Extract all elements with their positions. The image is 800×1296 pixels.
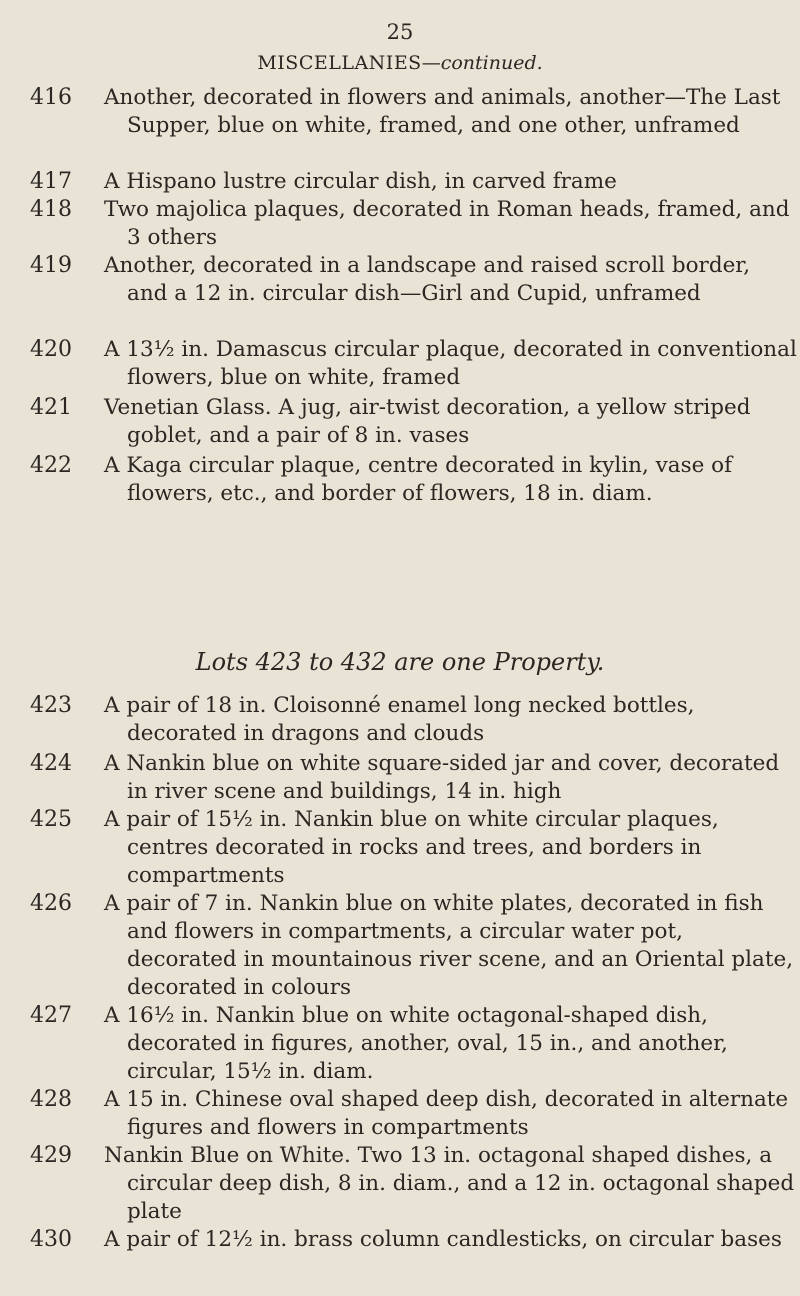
lot-number: 426 [30, 891, 72, 916]
lot-entry [0, 452, 800, 508]
lot-number: 425 [30, 807, 72, 832]
section-heading-main: MISCELLANIES [257, 52, 422, 74]
group-note: Lots 423 to 432 are one Property. [195, 648, 605, 676]
lot-description: A Kaga circular plaque, centre decorated in kylin, vase of flowers, etc., and border of flowers, 18 in. diam. [104, 453, 733, 506]
lot-description: A 16½ in. Nankin blue on white octagonal-shaped dish, decorated in figures, another, oval, 15 in., and another, circular, 15½ in. diam. [104, 1003, 728, 1084]
lot-number: 416 [30, 85, 72, 110]
lot-number: 424 [30, 751, 72, 776]
lot-number: 418 [30, 197, 72, 222]
lot-number: 429 [30, 1143, 72, 1168]
lot-entry [0, 1086, 800, 1142]
lot-description: A 13½ in. Damascus circular plaque, decorated in conventional flowers, blue on white, framed [104, 337, 797, 390]
lot-number: 419 [30, 253, 72, 278]
lot-description: Another, decorated in a landscape and raised scroll border, and a 12 in. circular dish—Girl and Cupid, unframed [104, 253, 751, 306]
lot-number: 428 [30, 1087, 72, 1112]
lot-entry [0, 890, 800, 1002]
section-heading [0, 52, 800, 74]
lot-number: 427 [30, 1003, 72, 1028]
lot-description: A Nankin blue on white square-sided jar and cover, decorated in river scene and buildings, 14 in. high [104, 751, 780, 804]
lot-entry [0, 394, 800, 450]
lot-entry [0, 336, 800, 392]
lot-entry [0, 750, 800, 806]
lot-number: 421 [30, 395, 72, 420]
page-number: 25 [386, 20, 414, 44]
lot-number: 422 [30, 453, 72, 478]
lot-number: 420 [30, 337, 72, 362]
lot-entry [0, 692, 800, 748]
lot-entry [0, 1142, 800, 1226]
lot-entry [0, 1002, 800, 1086]
lot-entry [0, 806, 800, 890]
lot-description: A pair of 7 in. Nankin blue on white plates, decorated in fish and flowers in compartments, a circular water pot, decorated in mountainous river scene, and an Oriental plate, decorated in colours [104, 891, 794, 1000]
lot-number: 430 [30, 1227, 72, 1252]
lot-description: Two majolica plaques, decorated in Roman heads, framed, and 3 others [104, 197, 790, 250]
lot-description: A pair of 18 in. Cloisonné enamel long necked bottles, decorated in dragons and clouds [104, 693, 695, 746]
lot-entry [0, 252, 800, 308]
lot-entry [0, 196, 800, 252]
lot-description: A pair of 15½ in. Nankin blue on white circular plaques, centres decorated in rocks and trees, and borders in compartments [104, 807, 719, 888]
lot-description: A pair of 12½ in. brass column candlesticks, on circular bases [104, 1227, 782, 1252]
lot-description: Venetian Glass. A jug, air-twist decoration, a yellow striped goblet, and a pair of 8 in. vases [104, 395, 751, 448]
lot-description: A 15 in. Chinese oval shaped deep dish, decorated in alternate figures and flowers in compartments [104, 1087, 789, 1140]
lot-entry [0, 168, 800, 196]
lot-description: Nankin Blue on White. Two 13 in. octagonal shaped dishes, a circular deep dish, 8 in. diam., and a 12 in. octagonal shaped plate [104, 1143, 795, 1224]
lot-description: A Hispano lustre circular dish, in carved frame [104, 169, 617, 194]
lot-entry [0, 1226, 800, 1254]
lot-description: Another, decorated in flowers and animals, another—The Last Supper, blue on white, framed, and one other, unframed [104, 85, 781, 138]
section-heading-continued: —continued. [421, 52, 543, 74]
lot-number: 423 [30, 693, 72, 718]
lot-entry [0, 84, 800, 140]
lot-number: 417 [30, 169, 72, 194]
